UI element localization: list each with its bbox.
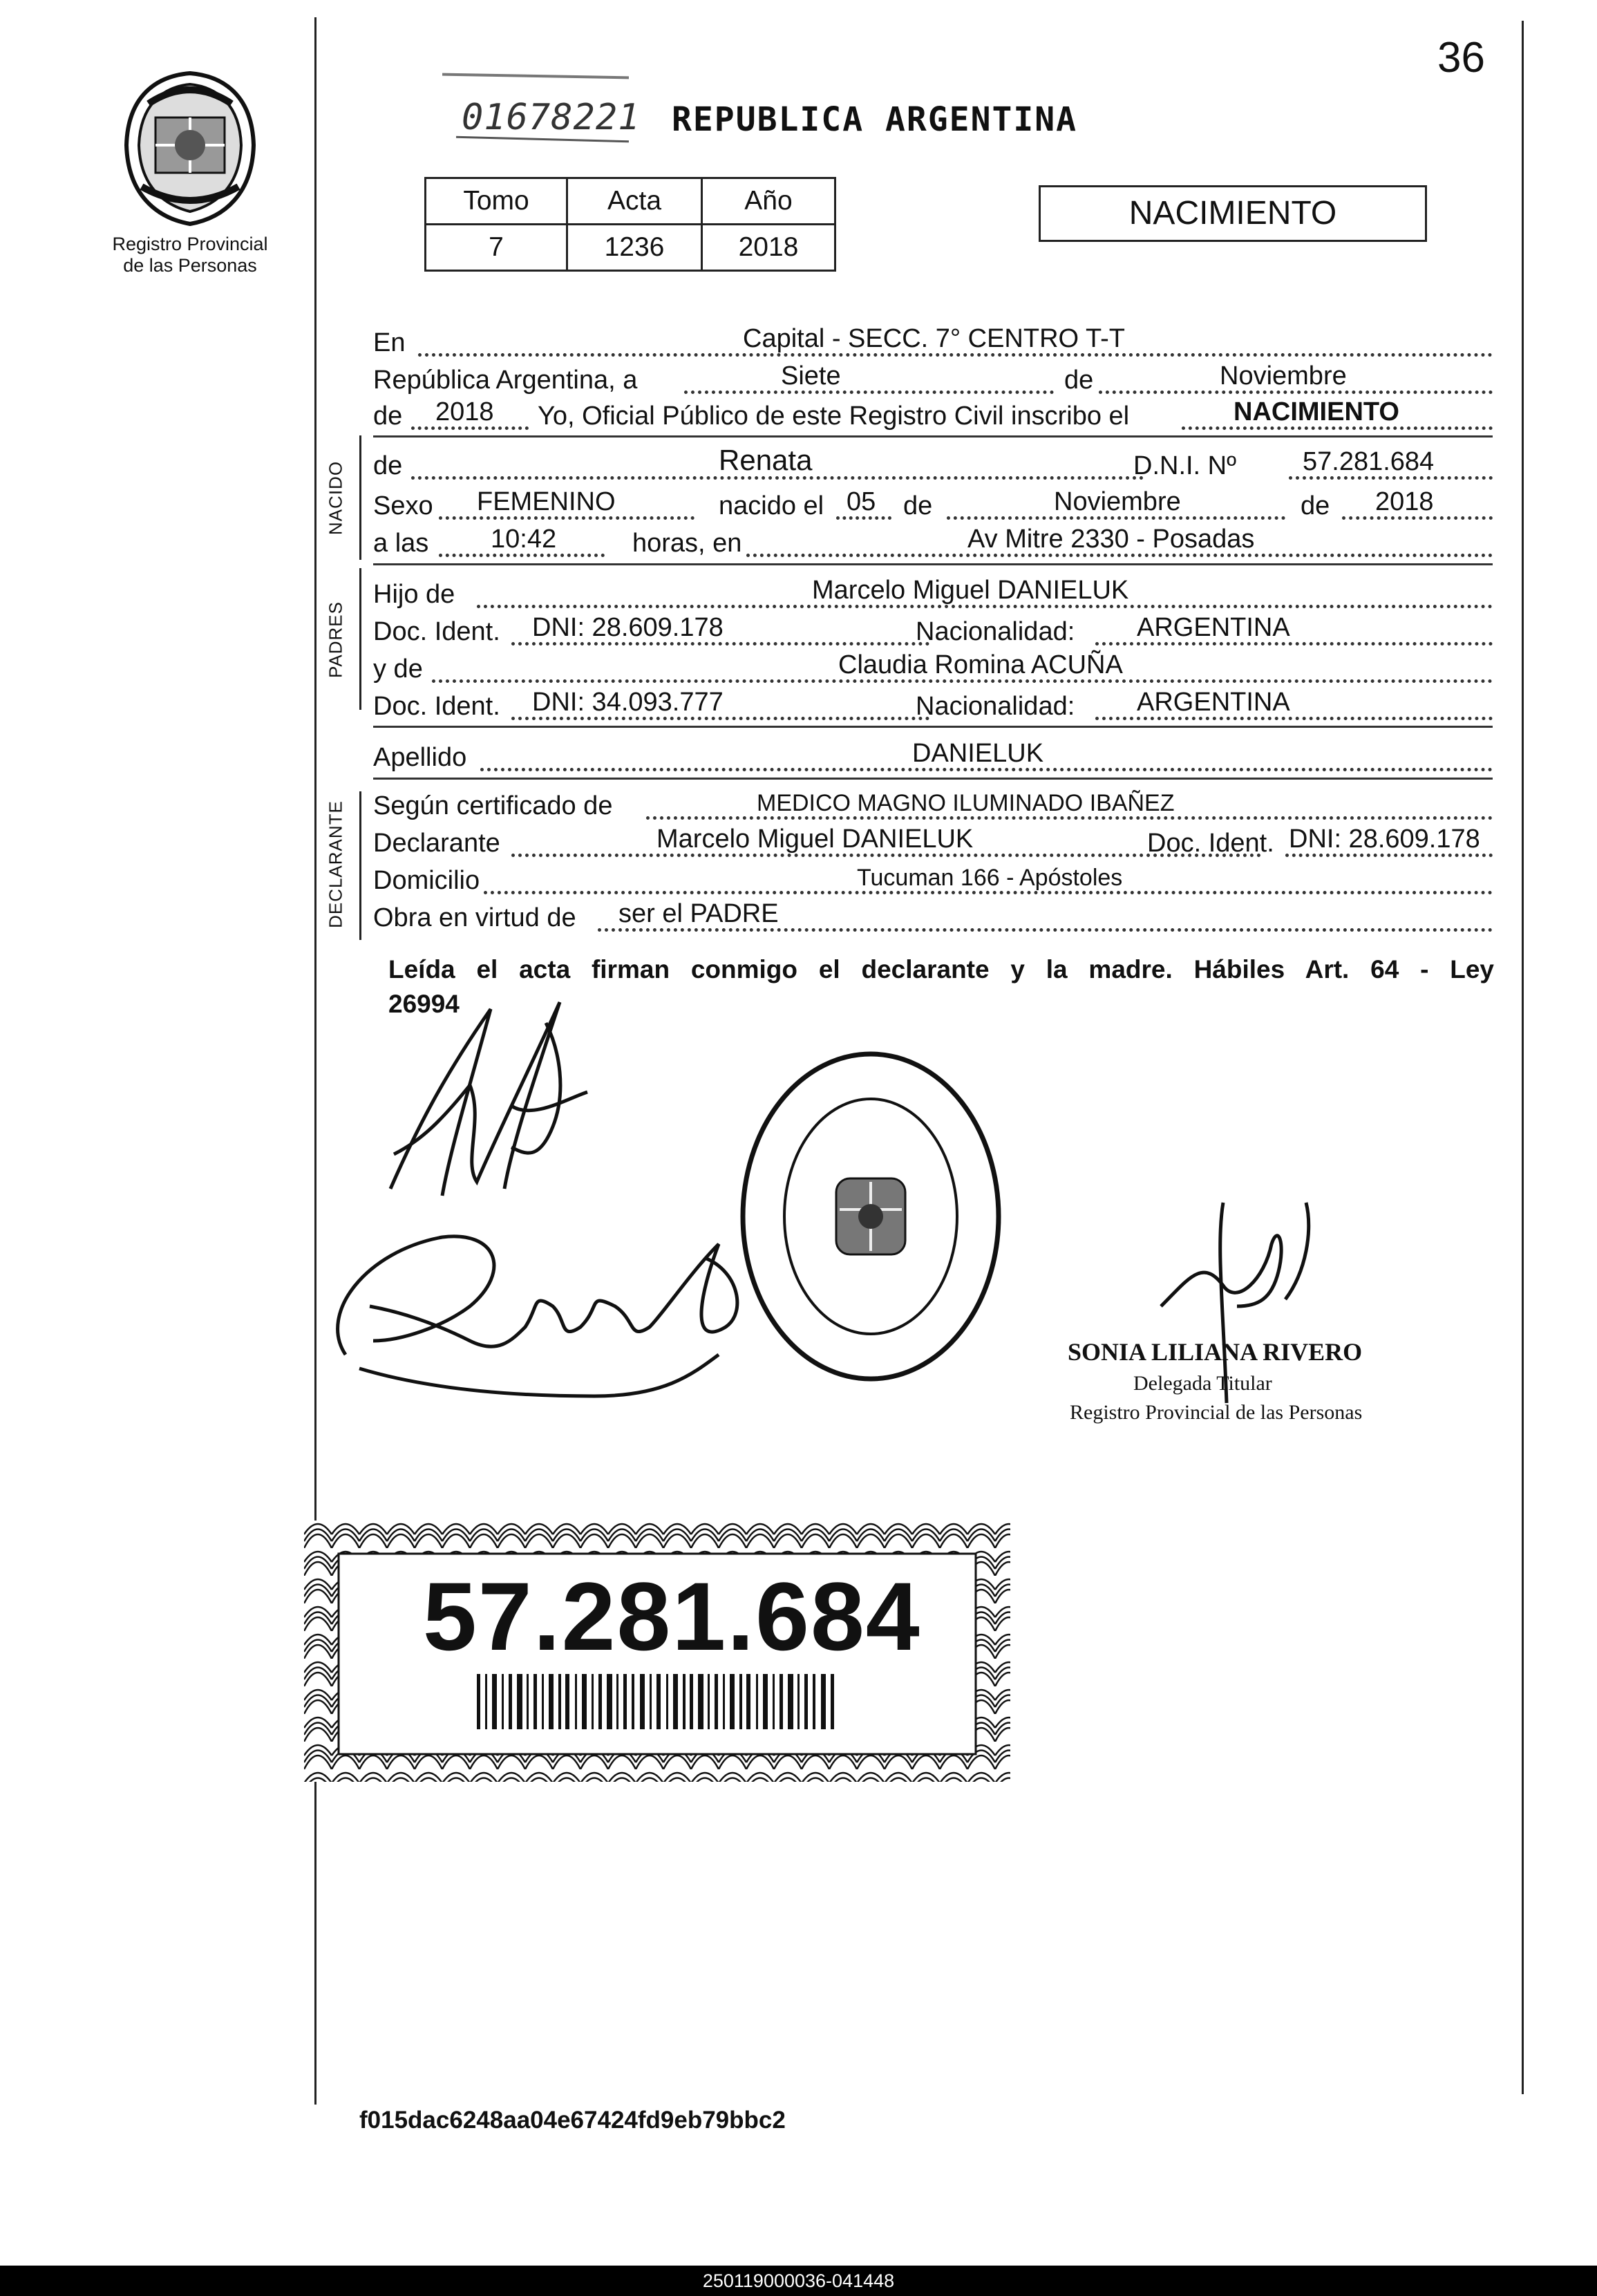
mother-nat-label: Nacionalidad: bbox=[916, 692, 1075, 721]
mother-doc-label: Doc. Ident. bbox=[373, 692, 500, 721]
segun-label: Según certificado de bbox=[373, 791, 613, 820]
horas-label: horas, en bbox=[632, 529, 742, 558]
official-name: SONIA LILIANA RIVERO bbox=[1068, 1338, 1363, 1366]
decl-doc-label: Doc. Ident. bbox=[1147, 829, 1274, 858]
year-value: 2018 bbox=[435, 397, 494, 426]
signatures-and-seal bbox=[304, 981, 1479, 1465]
day-value: Siete bbox=[781, 361, 841, 390]
row-hijo bbox=[373, 576, 1493, 612]
alas-label: a las bbox=[373, 529, 429, 558]
apellido-label: Apellido bbox=[373, 743, 467, 772]
section-divider-2 bbox=[373, 563, 1493, 565]
father-doc: DNI: 28.609.178 bbox=[532, 613, 724, 642]
section-divider-4 bbox=[373, 778, 1493, 780]
row-father-doc bbox=[373, 614, 1493, 650]
domicilio-label: Domicilio bbox=[373, 866, 480, 895]
hijo-label: Hijo de bbox=[373, 580, 455, 609]
nacido-bracket bbox=[359, 435, 361, 560]
inscribo-value: NACIMIENTO bbox=[1234, 397, 1399, 426]
dni-card-number: 57.281.684 bbox=[423, 1562, 921, 1671]
section-divider-1 bbox=[373, 435, 1493, 437]
declarante-value: Marcelo Miguel DANIELUK bbox=[656, 825, 974, 854]
row-obra bbox=[373, 900, 1493, 936]
father-nat: ARGENTINA bbox=[1137, 613, 1290, 642]
name-label: de bbox=[373, 451, 403, 480]
closing-line1: Leída el acta firman conmigo el declarante y la madre. Hábiles Art. 64 - Ley bbox=[388, 955, 1494, 984]
register-header-anio: Año bbox=[702, 178, 835, 225]
declarante-side-label: DECLARANTE bbox=[325, 800, 346, 928]
row-apellido bbox=[373, 740, 1493, 775]
mother-nat: ARGENTINA bbox=[1137, 688, 1290, 717]
registry-label-line2: de las Personas bbox=[123, 255, 257, 276]
section-divider-3 bbox=[373, 726, 1493, 728]
birth-month: Noviembre bbox=[1054, 487, 1181, 516]
footer-id: 250119000036-041448 bbox=[702, 2270, 895, 2291]
month-value: Noviembre bbox=[1220, 361, 1347, 390]
birth-day: 05 bbox=[847, 487, 876, 516]
register-table-header-row bbox=[426, 178, 835, 225]
yde-label: y de bbox=[373, 655, 423, 684]
official-office: Registro Provincial de las Personas bbox=[1070, 1401, 1363, 1424]
country-heading: REPUBLICA ARGENTINA bbox=[672, 100, 1078, 139]
row-sexo bbox=[373, 488, 1493, 524]
segun-value: MEDICO MAGNO ILUMINADO IBAÑEZ bbox=[757, 790, 1175, 816]
register-value-anio: 2018 bbox=[702, 225, 835, 271]
obra-label: Obra en virtud de bbox=[373, 903, 576, 932]
birth-time: 10:42 bbox=[491, 525, 557, 554]
obra-value: ser el PADRE bbox=[618, 899, 779, 928]
province-emblem-icon bbox=[114, 69, 266, 228]
row-fecha bbox=[373, 362, 1493, 398]
act-type-box: NACIMIENTO bbox=[1039, 185, 1427, 242]
mother-name: Claudia Romina ACUÑA bbox=[838, 650, 1123, 679]
row-mother-doc bbox=[373, 688, 1493, 724]
row-declarante bbox=[373, 825, 1493, 861]
birth-year: 2018 bbox=[1375, 487, 1434, 516]
oficial-text: Yo, Oficial Público de este Registro Civil inscribo el bbox=[538, 402, 1130, 431]
row-segun bbox=[373, 788, 1493, 824]
father-nat-label: Nacionalidad: bbox=[916, 617, 1075, 646]
declarante-signature-icon bbox=[390, 1002, 587, 1196]
sexo-label: Sexo bbox=[373, 491, 433, 520]
dni-value: 57.281.684 bbox=[1303, 447, 1435, 476]
registry-label bbox=[97, 234, 283, 276]
father-doc-label: Doc. Ident. bbox=[373, 617, 500, 646]
padres-bracket bbox=[359, 568, 361, 710]
decl-doc-value: DNI: 28.609.178 bbox=[1289, 825, 1480, 854]
birth-place: Av Mitre 2330 - Posadas bbox=[967, 525, 1255, 554]
name-value: Renata bbox=[719, 444, 813, 476]
domicilio-value: Tucuman 166 - Apóstoles bbox=[857, 865, 1123, 891]
de-label: de bbox=[1064, 366, 1094, 395]
declarante-bracket bbox=[359, 791, 361, 940]
row-hora bbox=[373, 525, 1493, 561]
closing-line2: 26994 bbox=[388, 990, 460, 1018]
serial-number: 01678221 bbox=[462, 97, 641, 138]
de2-label: de bbox=[373, 402, 403, 431]
document-hash: f015dac6248aa04e67424fd9eb79bbc2 bbox=[359, 2107, 786, 2134]
row-en bbox=[373, 325, 1493, 361]
registry-label-line1: Registro Provincial bbox=[112, 234, 268, 254]
birth-de-label: de bbox=[903, 491, 933, 520]
row-nombre bbox=[373, 444, 1493, 484]
register-value-tomo: 7 bbox=[426, 225, 567, 271]
declarante-label: Declarante bbox=[373, 829, 500, 858]
republica-label: República Argentina, a bbox=[373, 366, 638, 395]
father-name: Marcelo Miguel DANIELUK bbox=[812, 576, 1129, 605]
nacido-label: nacido el bbox=[719, 491, 824, 520]
en-value: Capital - SECC. 7° CENTRO T-T bbox=[743, 324, 1125, 353]
row-domicilio bbox=[373, 863, 1493, 898]
register-table-value-row bbox=[426, 225, 835, 271]
en-label: En bbox=[373, 328, 406, 357]
nacido-side-label: NACIDO bbox=[325, 460, 346, 536]
register-value-acta: 1236 bbox=[567, 225, 702, 271]
serial-top-line bbox=[442, 73, 629, 79]
register-header-acta: Acta bbox=[567, 178, 702, 225]
sexo-value: FEMENINO bbox=[477, 487, 616, 516]
row-madre bbox=[373, 651, 1493, 687]
mother-doc: DNI: 34.093.777 bbox=[532, 688, 724, 717]
official-role: Delegada Titular bbox=[1133, 1372, 1272, 1395]
dni-label: D.N.I. Nº bbox=[1133, 451, 1236, 480]
page-number: 36 bbox=[1437, 34, 1485, 82]
birth-de2-label: de bbox=[1301, 491, 1330, 520]
right-margin-line bbox=[1522, 21, 1524, 2094]
row-oficial bbox=[373, 398, 1493, 434]
day-dots bbox=[684, 390, 1054, 394]
apellido-value: DANIELUK bbox=[912, 739, 1044, 768]
register-table bbox=[424, 177, 836, 272]
padres-side-label: PADRES bbox=[325, 601, 346, 678]
register-header-tomo: Tomo bbox=[426, 178, 567, 225]
official-seal-icon bbox=[743, 1054, 999, 1379]
madre-signature-icon bbox=[338, 1236, 737, 1396]
